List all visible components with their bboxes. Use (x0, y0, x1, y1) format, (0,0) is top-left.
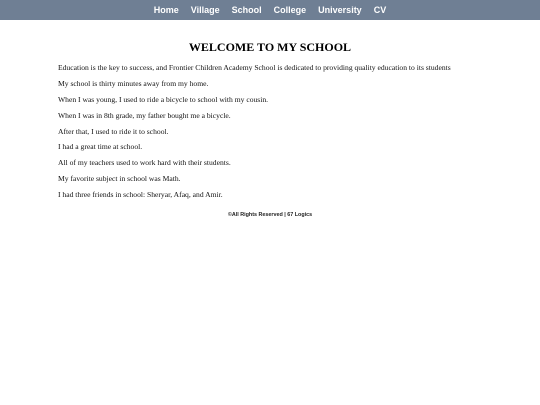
nav-link-village[interactable]: Village (190, 5, 220, 15)
nav-link-university[interactable]: University (318, 5, 362, 15)
nav-link-college[interactable]: College (273, 5, 307, 15)
top-navbar (0, 0, 540, 20)
paragraph-bicycle-cousin: When I was young, I used to ride a bicycle to school with my cousin. (58, 94, 269, 104)
main-content (0, 40, 540, 218)
nav-link-school[interactable]: School (231, 5, 262, 15)
paragraph-distance: My school is thirty minutes away from my home. (58, 78, 209, 88)
paragraph-intro: Education is the key to success, and Frontier Children Academy School is dedicated to providing quality education to its students (58, 63, 451, 72)
paragraph-great-time: I had a great time at school. (58, 142, 143, 152)
paragraph-ride-to-school: After that, I used to ride it to school. (58, 126, 169, 136)
paragraph-favorite-subject: My favorite subject in school was Math. (58, 174, 181, 184)
paragraph-friends: I had three friends in school: Sheryar, Afaq, and Amir. (58, 190, 223, 200)
paragraph-eighth-grade: When I was in 8th grade, my father bought me a bicycle. (58, 110, 231, 120)
paragraph-teachers: All of my teachers used to work hard with their students. (58, 158, 231, 168)
nav-link-home[interactable]: Home (153, 5, 179, 15)
footer-copyright: ©All Rights Reserved | 67 Logics (227, 212, 313, 219)
nav-link-cv[interactable]: CV (373, 5, 387, 15)
page-title: WELCOME TO MY SCHOOL (188, 40, 352, 54)
